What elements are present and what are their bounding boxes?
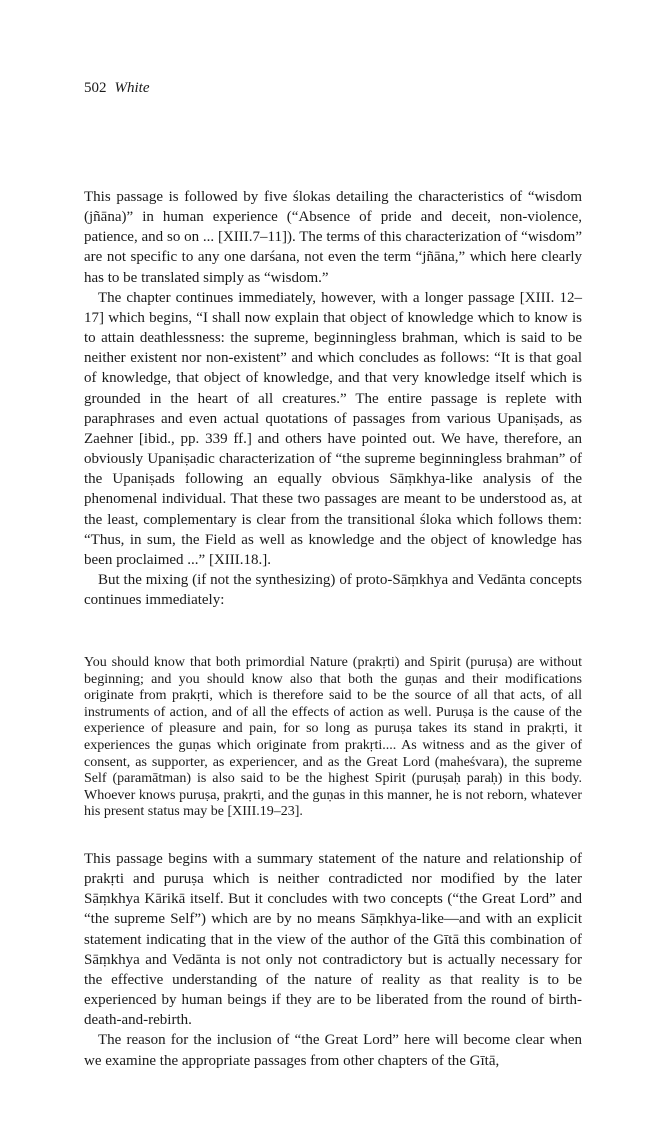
paragraph-4: This passage begins with a summary statement of the nature and relationship of prakṛti and puruṣa which is neither contradicted nor modified by the later Sāṃkhya Kārikā itself. But it concludes with two concepts (“the Great Lord” and “the supreme Self”) which are by no means Sāṃkhya-like—and with an explicit statement indicating that in the view of the author of the Gītā this combination of Sāṃkhya and Vedānta is not only not contradictory but is actually necessary for the effective understanding of the nature of reality as that reality is to be experienced by human beings if they are to be liberated from the round of birth-death-and-rebirth. [84, 851, 582, 1029]
page-number: 502 [84, 80, 107, 96]
running-head [84, 80, 150, 97]
paragraph-5: The reason for the inclusion of “the Great Lord” here will become clear when we examine the appropriate passages from other chapters of the Gītā, [84, 1032, 582, 1069]
paragraph-3: But the mixing (if not the synthesizing) of proto-Sāṃkhya and Vedānta concepts continues immediately: [84, 571, 582, 609]
running-head-author: White [114, 80, 150, 96]
paragraph-1: This passage is followed by five ślokas detailing the characteristics of “wisdom (jñāna)” in human experience (“Absence of pride and deceit, non-violence, patience, and so on ... [XIII.7–11]). The terms of this characterization of “wisdom” are not specific to any one darśana, not even the term “jñāna,” which here clearly has to be translated simply as “wisdom.” [84, 189, 582, 286]
body-block-top [84, 187, 582, 610]
paragraph-2: The chapter continues immediately, however, with a longer passage [XIII. 12–17] which begins, “I shall now explain that object of knowledge which to know is to attain deathlessness: the supreme, beginningless brahman, which is said to be neither existent nor non-existent” and which concludes as follows: “It is that goal of knowledge, that object of knowledge, and that very knowledge itself which is grounded in the heart of all creatures.” The entire passage is replete with paraphrases and even actual quotations of passages from various Upaniṣads, as Zaehner [ibid., pp. 339 ff.] and others have pointed out. We have, therefore, an obviously Upaniṣadic characterization of “the supreme beginningless brahman” of the Upaniṣads following an equally obvious Sāṃkhya-like analysis of the phenomenal individual. That these two passages are meant to be understood as, at the least, complementary is clear from the transitional śloka which follows them: “Thus, in sum, the Field as well as knowledge and the object of knowledge has been proclaimed ...” [XIII.18.]. [84, 289, 582, 568]
block-quote: You should know that both primordial Nature (prakṛti) and Spirit (puruṣa) are without beginning; and you should know also that both the guṇas and their modifications originate from prakṛti, which is therefore said to be the source of all that acts, of all instruments of action, and of all the effects of action as well. Puruṣa is the cause of the experience of pleasure and pain, for so long as puruṣa takes its stand in prakṛti, it experiences the guṇas which originate from prakṛti.... As witness and as the giver of consent, as supporter, as experiencer, and as the Great Lord (maheśvara), the supreme Self (paramātman) is also said to be the highest Spirit (puruṣaḥ paraḥ) in this body. Whoever knows puruṣa, prakṛti, and the guṇas in this manner, he is not reborn, whatever his present status may be [XIII.19–23]. [84, 655, 582, 820]
body-block-bottom [84, 849, 582, 1071]
